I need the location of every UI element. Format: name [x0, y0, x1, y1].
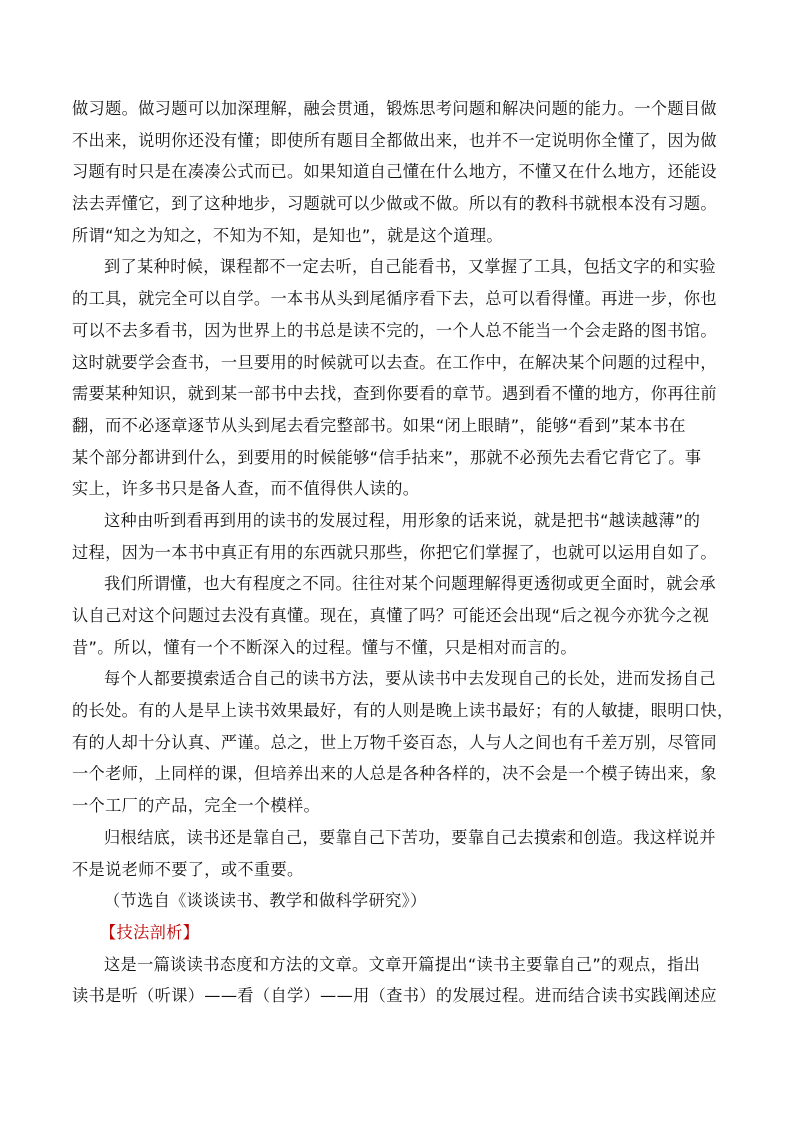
article-line: 的长处。有的人是早上读书效果最好，有的人则是晚上读书最好；有的人敏捷，眼明口快， — [72, 701, 734, 721]
article-line: 做习题。做习题可以加深理解，融会贯通，锻炼思考问题和解决问题的能力。一个题目做 — [72, 99, 717, 118]
article-line: 某个部分都讲到什么，到要用的时候能够“信手拈来”，那就不必预先去看它背它了。事 — [72, 447, 702, 467]
article-line: 昔”。所以，懂有一个不断深入的过程。懂与不懂，只是相对而言的。 — [72, 637, 577, 657]
article-line: 认自己对这个问题过去没有真懂。现在，真懂了吗？可能还会出现“后之视今亦犹今之视 — [72, 606, 710, 625]
article-line: 不是说老师不要了，或不重要。 — [72, 859, 304, 879]
article-line: 翻，而不必逐章逐节从头到尾去看完整部书。如果“闭上眼睛”，能够“看到”某本书在 — [72, 415, 686, 435]
article-line: 有的人却十分认真、严谨。总之，世上万物千姿百态，人与人之间也有千差万别，尽管同 — [72, 732, 717, 752]
article-line: 这时就要学会查书，一旦要用的时候就可以去查。在工作中，在解决某个问题的过程中， — [72, 352, 717, 372]
article-line: 一个工厂的产品，完全一个模样。 — [72, 796, 321, 816]
document-page — [72, 93, 734, 1012]
source-citation: （节选自《谈谈读书、教学和做科学研究》） — [104, 891, 427, 911]
article-line: 可以不去多看书，因为世界上的书总是读不完的，一个人总不能当一个会走路的图书馆。 — [72, 320, 717, 340]
article-line: 这种由听到看再到用的读书的发展过程，用形象的话来说，就是把书“越读越薄”的 — [104, 510, 701, 530]
article-line: 归根结底，读书还是靠自己，要靠自己下苦功，要靠自己去摸索和创造。我这样说并 — [104, 827, 716, 847]
article-line: 实上，许多书只是备人查，而不值得供人读的。 — [72, 479, 420, 499]
article-body — [72, 93, 734, 917]
article-line: 法去弄懂它，到了这种地步，习题就可以少做或不做。所以有的教科书就根本没有习题。 — [72, 194, 717, 214]
analysis-section — [72, 917, 734, 1012]
section-heading: 【技法剖析】 — [100, 922, 200, 942]
article-line: 每个人都要摸索适合自己的读书方法，要从读书中去发现自己的长处，进而发扬自己 — [104, 669, 716, 689]
article-line: 所谓“知之为知之，不知为不知，是知也”，就是这个道理。 — [72, 225, 503, 245]
article-line: 不出来，说明你还没有懂；即使所有题目全都做出来，也并不一定说明你全懂了，因为做 — [72, 130, 717, 150]
article-line: 需要某种知识，就到某一部书中去找，查到你要看的章节。遇到看不懂的地方，你再往前 — [72, 384, 717, 404]
article-line: 的工具，就完全可以自学。一本书从头到尾循序看下去，总可以看得懂。再进一步，你也 — [72, 289, 717, 309]
article-line: 我们所谓懂，也大有程度之不同。往往对某个问题理解得更透彻或更全面时，就会承 — [104, 574, 716, 594]
analysis-line: 读书是听（听课）——看（自学）——用（查书）的发展过程。进而结合读书实践阐述应 — [72, 986, 717, 1006]
article-line: 到了某种时候，课程都不一定去听，自己能看书，又掌握了工具，包括文字的和实验 — [104, 257, 716, 277]
article-line: 习题有时只是在凑凑公式而已。如果知道自己懂在什么地方，不懂又在什么地方，还能设 — [72, 162, 717, 182]
article-line: 过程，因为一本书中真正有用的东西就只那些，你把它们掌握了，也就可以运用自如了。 — [72, 542, 717, 562]
article-line: 一个老师，上同样的课，但培养出来的人总是各种各样的，决不会是一个模子铸出来，象 — [72, 764, 717, 784]
analysis-line: 这是一篇谈读书态度和方法的文章。文章开篇提出“读书主要靠自己”的观点，指出 — [104, 954, 701, 974]
